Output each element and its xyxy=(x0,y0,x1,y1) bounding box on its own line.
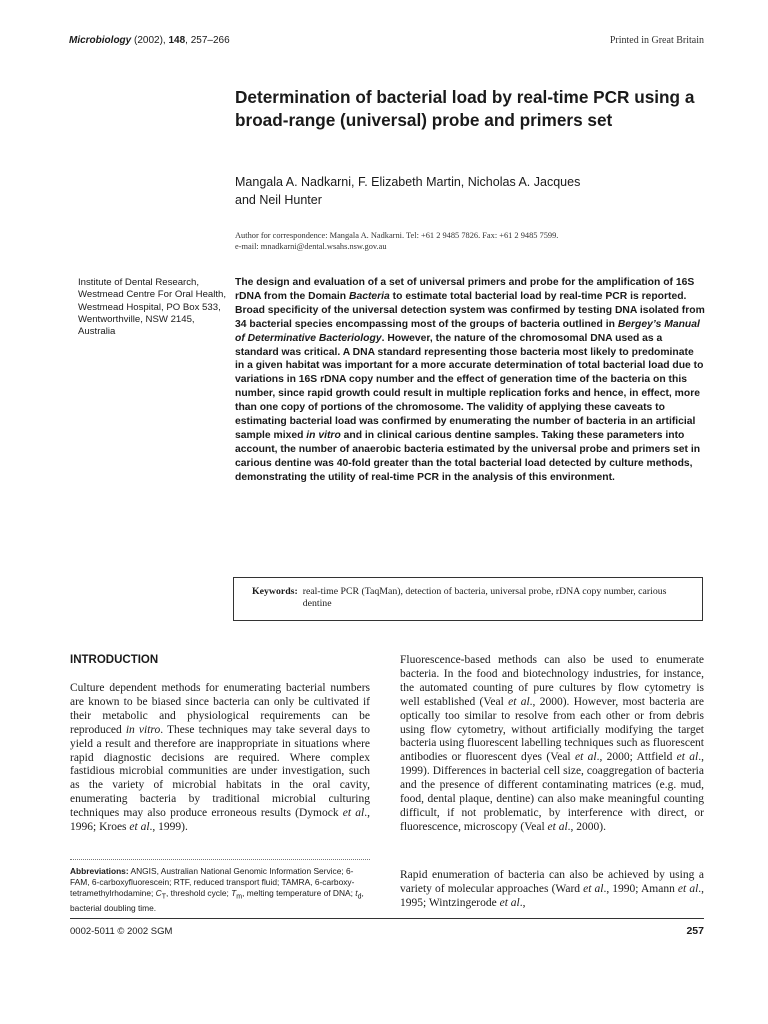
printed-location: Printed in Great Britain xyxy=(609,35,704,46)
footer-rule xyxy=(70,918,704,919)
journal-name: Microbiology xyxy=(69,35,132,46)
volume-number: 148 xyxy=(168,35,186,46)
footnote-divider xyxy=(70,859,370,860)
footer-issn: 0002-5011 © 2002 SGM xyxy=(70,926,173,937)
section-heading-introduction: INTRODUCTION xyxy=(70,654,159,666)
page-number: 257 xyxy=(686,925,704,937)
intro-paragraph-3: Rapid enumeration of bacteria can also be achieved by using a variety of molecular approaches (Ward et al., 1990; Amann et al., 1995; Wintzingerode et al., xyxy=(400,869,705,909)
keywords-box xyxy=(233,577,703,621)
running-header-citation: Microbiology (2002), 148, 257–266 xyxy=(69,35,230,46)
correspondence-email: e-mail: mnadkarni@dental.wsahs.nsw.gov.au xyxy=(235,242,387,251)
intro-paragraph-1: Culture dependent methods for enumerating bacterial numbers are known to be biased since bacteria can only be cultivated if their metabolic and physiological requirements can be reproduced in vitro. These techniques may take several days to yield a result and therefore are inappropriate in situations where rapid diagnostic decisions are required. Where complex fastidious microbial communities are under investigation, such as the variety of microbial habitats in the oral cavity, enumerating bacteria by traditional microbial culturing techniques may also produce erroneous results (Dymock et al., 1996; Kroes et al., 1999). xyxy=(70,682,370,834)
keywords-text: real-time PCR (TaqMan), detection of bacteria, universal probe, rDNA copy number, carious dentine xyxy=(302,586,667,609)
author-affiliation: Institute of Dental Research, Westmead Centre For Oral Health, Westmead Hospital, PO Box 533, Wentworthville, NSW 2145, Australia xyxy=(78,277,227,338)
article-title: Determination of bacterial load by real-time PCR using a broad-range (universal) probe and primers set xyxy=(235,87,695,130)
author-list: Mangala A. Nadkarni, F. Elizabeth Martin, Nicholas A. Jacques and Neil Hunter xyxy=(235,175,581,207)
abstract: The design and evaluation of a set of universal primers and probe for the amplification of 16S rDNA from the Domain Bacteria to estimate total bacterial load by real-time PCR is reported. Broad specificity of the universal detection system was confirmed by testing DNA isolated from 34 bacterial species encompassing most of the groups of bacteria outlined in Bergey’s Manual of Determinative Bacteriology. However, the nature of the chromosomal DNA used as a standard was critical. A DNA standard representing those bacteria most likely to predominate in a given habitat was important for a more accurate determination of total bacterial load due to variations in 16S rDNA copy number and the effect of generation time of the bacteria on this number, since rapid growth could result in multiple replication forks and hence, in effect, more than one copy of portions of the chromosome. The validity of applying these caveats to estimating bacterial load was confirmed by enumerating the number of bacteria in an artificial sample mixed in vitro and in clinical carious dentine samples. Taking these parameters into account, the number of anaerobic bacteria estimated by the universal probe and primers set in carious dentine was 40-fold greater than the total bacterial load detected by culture methods, demonstrating the utility of real-time PCR in the analysis of this environment. xyxy=(235,277,705,483)
keywords-label: Keywords: xyxy=(252,586,298,597)
intro-paragraph-2: Fluorescence-based methods can also be used to enumerate bacteria. In the food and biotechnology industries, for instance, the automated counting of pure cultures by flow cytometry is well established (Veal et al., 2000). However, most bacteria are optically too similar to resolve from each other or from debris using flow cytometry, without artificially modifying the target bacteria using fluorescent labelling techniques such as fluorescent antibodies or fluorescent dyes (Veal et al., 2000; Attfield et al., 1999). Differences in bacterial cell size, coaggregation of bacteria and the presence of different contaminating matrices (e.g. mud, food, dental plaque, dentine) can also make meaningful counting difficult, if not problematic, by interference with direct, or fluorescence, microscopy (Veal et al., 2000). xyxy=(400,654,705,833)
abbreviations-footnote: Abbreviations: ANGIS, Australian National Genomic Information Service; 6-FAM, 6-carboxyfluorescein; RTF, reduced transport fluid; TAMRA, 6-carboxy-tetramethylrhodamine; $C_T$, threshold cycle; $T_m$, melting temperature of DNA; $t_d$, bacterial doubling time. xyxy=(70,866,364,913)
correspondence-info: Author for correspondence: Mangala A. Nadkarni. Tel: +61 2 9485 7826. Fax: +61 2 9485 7599. e-mail: mnadkarni@dental.wsahs.nsw.gov.au xyxy=(235,231,559,251)
